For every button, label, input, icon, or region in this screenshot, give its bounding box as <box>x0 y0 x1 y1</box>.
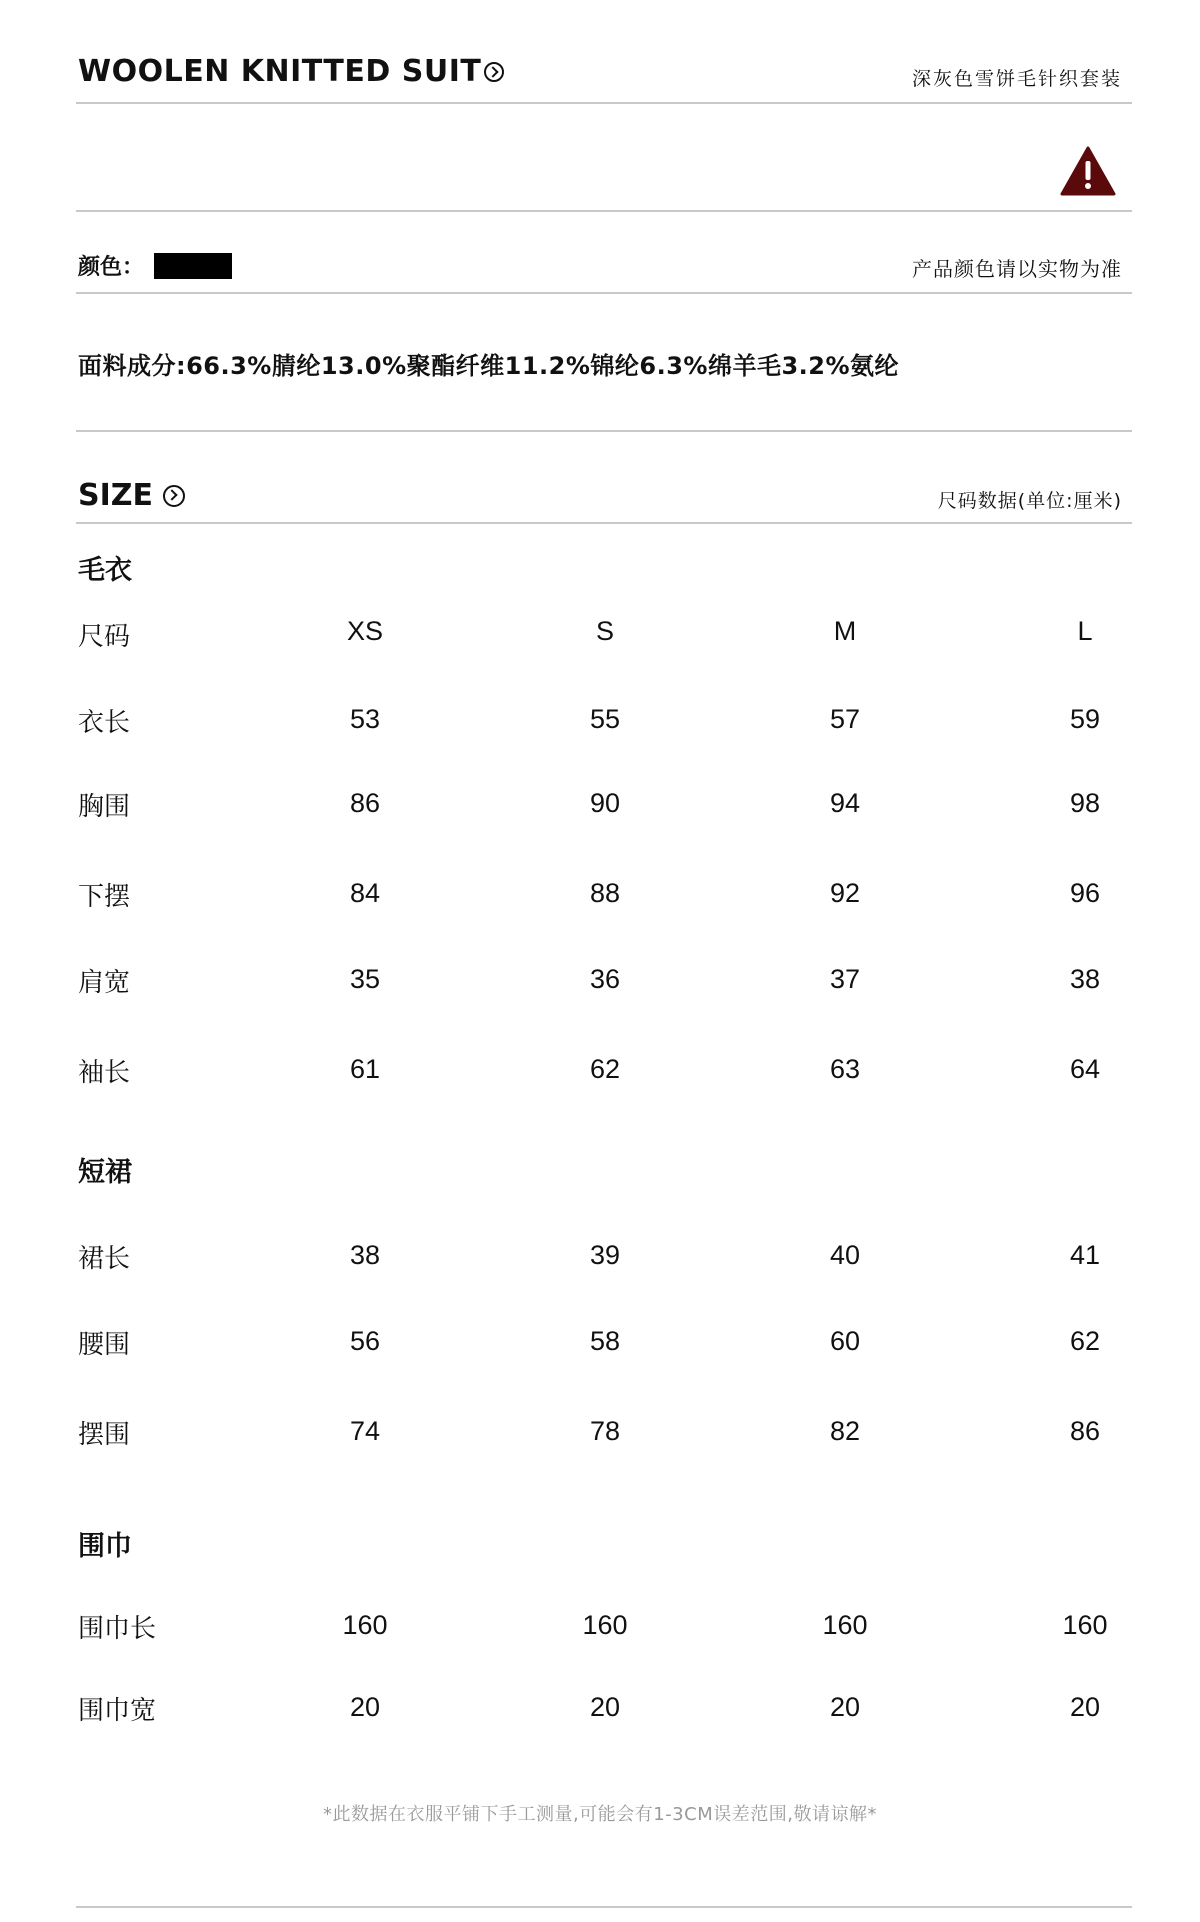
table-cell: 86 <box>349 788 381 818</box>
size-header-0: XS <box>346 616 384 646</box>
size-unit-note: 尺码数据(单位:厘米) <box>937 490 1122 512</box>
color-swatch <box>154 253 232 279</box>
measurement-footnote: *此数据在衣服平铺下手工测量,可能会有1-3CM误差范围,敬请谅解* <box>323 1804 877 1825</box>
table-cell: 56 <box>349 1326 381 1356</box>
table-cell: 86 <box>1069 1416 1101 1446</box>
product-title-text: WOOLEN KNITTED SUIT <box>78 54 482 89</box>
table-row-label: 围巾宽 <box>78 1696 157 1726</box>
table-cell: 64 <box>1069 1054 1101 1084</box>
table-cell: 88 <box>589 878 621 908</box>
table-cell: 40 <box>829 1240 861 1270</box>
table-cell: 94 <box>829 788 861 818</box>
color-note: 产品颜色请以实物为准 <box>912 257 1122 281</box>
table-cell: 63 <box>829 1054 861 1084</box>
table-cell: 20 <box>349 1692 381 1722</box>
product-title <box>78 54 504 89</box>
table-cell: 59 <box>1069 704 1101 734</box>
table-cell: 58 <box>589 1326 621 1356</box>
table-cell: 62 <box>1069 1326 1101 1356</box>
table-cell: 62 <box>589 1054 621 1084</box>
divider <box>76 1906 1132 1908</box>
table-cell: 37 <box>829 964 861 994</box>
table-cell: 35 <box>349 964 381 994</box>
table-cell: 38 <box>349 1240 381 1270</box>
table-cell: 20 <box>589 1692 621 1722</box>
table-cell: 96 <box>1069 878 1101 908</box>
table-cell: 20 <box>829 1692 861 1722</box>
table-row-label: 围巾长 <box>78 1614 157 1644</box>
table-cell: 160 <box>1062 1610 1108 1640</box>
table-cell: 55 <box>589 704 621 734</box>
table-cell: 84 <box>349 878 381 908</box>
table-cell: 74 <box>349 1416 381 1446</box>
table-row-label: 胸围 <box>78 792 131 822</box>
color-row <box>78 250 232 281</box>
color-label: 颜色： <box>78 255 145 280</box>
fabric-composition: 面料成分:66.3%腈纶13.0%聚酯纤维11.2%锦纶6.3%绵羊毛3.2%氨纶 <box>78 352 900 380</box>
table-cell: 98 <box>1069 788 1101 818</box>
table-cell: 36 <box>589 964 621 994</box>
table-cell: 39 <box>589 1240 621 1270</box>
table-cell: 82 <box>829 1416 861 1446</box>
table-cell: 60 <box>829 1326 861 1356</box>
table-row-label: 腰围 <box>78 1330 131 1360</box>
table-cell: 41 <box>1069 1240 1101 1270</box>
divider <box>76 430 1132 432</box>
divider <box>76 522 1132 524</box>
table-cell: 38 <box>1069 964 1101 994</box>
table-cell: 160 <box>342 1610 388 1640</box>
divider <box>76 210 1132 212</box>
table-row-label: 衣长 <box>78 708 131 738</box>
table-cell: 20 <box>1069 1692 1101 1722</box>
table-row-label: 下摆 <box>78 882 131 912</box>
table-cell: 53 <box>349 704 381 734</box>
product-subtitle: 深灰色雪饼毛针织套装 <box>911 68 1122 90</box>
chevron-circle-icon[interactable] <box>163 485 185 507</box>
table-row-label: 裙长 <box>78 1244 131 1274</box>
size-header-3: L <box>1077 616 1093 646</box>
table-cell: 57 <box>829 704 861 734</box>
table-cell: 90 <box>589 788 621 818</box>
table-row-label: 摆围 <box>78 1420 131 1450</box>
table-cell: 78 <box>589 1416 621 1446</box>
warning-triangle-icon <box>1060 146 1116 196</box>
table-row-label: 肩宽 <box>78 968 131 998</box>
size-title-text: SIZE <box>78 478 154 513</box>
chevron-circle-icon[interactable] <box>484 62 504 82</box>
table-cell: 61 <box>349 1054 381 1084</box>
size-header-2: M <box>833 616 857 646</box>
divider <box>76 102 1132 104</box>
size-header-1: S <box>595 616 614 646</box>
section-title-sweater: 毛衣 <box>78 555 132 586</box>
divider <box>76 292 1132 294</box>
size-header-label: 尺码 <box>78 622 131 652</box>
table-cell: 92 <box>829 878 861 908</box>
table-row-label: 袖长 <box>78 1058 131 1088</box>
size-heading <box>78 478 185 513</box>
section-title-scarf: 围巾 <box>78 1531 132 1562</box>
table-cell: 160 <box>822 1610 868 1640</box>
table-cell: 160 <box>582 1610 628 1640</box>
section-title-skirt: 短裙 <box>78 1157 132 1188</box>
